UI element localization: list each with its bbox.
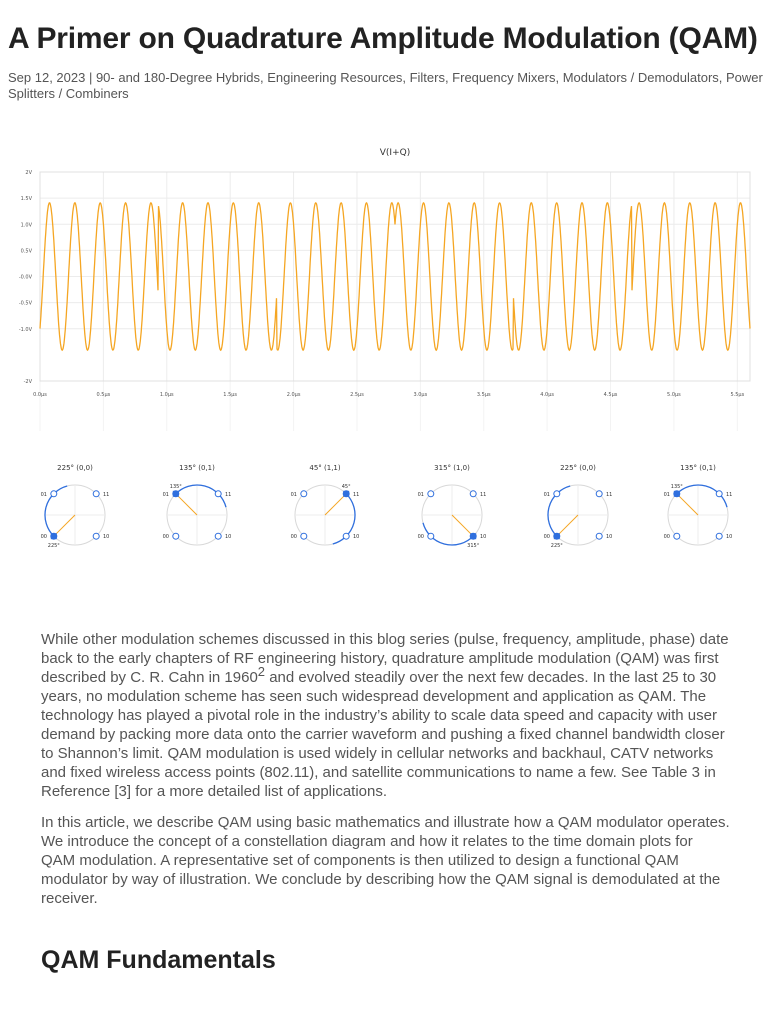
constellation-point-label: 10 bbox=[353, 534, 360, 541]
constellation-point-label: 01 bbox=[417, 491, 424, 498]
paragraph-intro bbox=[41, 630, 731, 801]
post-meta bbox=[8, 70, 763, 102]
time-domain-chart bbox=[0, 135, 768, 445]
current-phase-label: 45° bbox=[341, 483, 351, 490]
constellation-title: 45° (1,1) bbox=[309, 464, 341, 472]
phase-vector bbox=[325, 494, 346, 515]
current-phase-label: 315° bbox=[467, 543, 480, 550]
constellation-point-label: 10 bbox=[480, 534, 487, 541]
constellation-point-label: 00 bbox=[417, 534, 424, 541]
constellation-diagram bbox=[163, 464, 232, 545]
constellation-point bbox=[428, 533, 434, 539]
current-symbol-marker bbox=[51, 533, 57, 539]
constellation-point-label: 00 bbox=[40, 534, 47, 541]
constellation-point bbox=[301, 533, 307, 539]
constellation-point-label: 01 bbox=[663, 491, 670, 498]
constellation-point bbox=[596, 533, 602, 539]
current-symbol-marker bbox=[343, 491, 349, 497]
constellation-title: 315° (1,0) bbox=[434, 464, 470, 472]
constellation-point bbox=[596, 491, 602, 497]
constellation-point bbox=[301, 491, 307, 497]
x-tick-label: 4.0µs bbox=[540, 392, 555, 398]
constellation-point bbox=[215, 491, 221, 497]
constellation-point bbox=[93, 533, 99, 539]
y-tick-label: 2V bbox=[25, 170, 32, 176]
current-symbol-marker bbox=[554, 533, 560, 539]
paragraph-intro-part1: While other modulation schemes discussed in this blog series (pulse, frequency, amplitude, phase) date back to the early chapters of RF engineering history, quadrature amplitude modulation (QAM) was first described by C. R. Cahn in 1960 bbox=[41, 631, 729, 686]
constellation-point bbox=[93, 491, 99, 497]
reference-2-superscript[interactable]: 2 bbox=[257, 664, 266, 679]
constellation-point bbox=[554, 491, 560, 497]
current-symbol-marker bbox=[674, 491, 680, 497]
constellation-point-label: 01 bbox=[40, 491, 47, 498]
x-tick-label: 3.0µs bbox=[413, 392, 428, 398]
constellation-point-label: 10 bbox=[606, 534, 613, 541]
y-tick-label: 0.5V bbox=[20, 248, 32, 255]
constellation-point-label: 00 bbox=[663, 534, 670, 541]
constellation-point bbox=[343, 533, 349, 539]
x-tick-label: 4.5µs bbox=[603, 392, 618, 398]
article-title: A Primer on Quadrature Amplitude Modulation (QAM) bbox=[8, 22, 758, 55]
constellation-point-label: 00 bbox=[543, 534, 550, 541]
paragraph-overview: In this article, we describe QAM using basic mathematics and illustrate how a QAM modulator operates. We introduce the concept of a constellation diagram and how it relates to the time domain plots for QAM modulation. A representative set of components is then utilized to design a functional QAM modulator by way of illustration. We conclude by describing how the QAM signal is demodulated at the receiver. bbox=[41, 814, 730, 907]
constellation-point-label: 01 bbox=[543, 491, 550, 498]
constellation-point bbox=[215, 533, 221, 539]
chart-title: V(I+Q) bbox=[379, 148, 411, 158]
constellation-point-label: 11 bbox=[353, 491, 360, 498]
constellation-diagram bbox=[291, 464, 360, 545]
constellation-point bbox=[428, 491, 434, 497]
constellation-point bbox=[470, 491, 476, 497]
current-phase-label: 225° bbox=[47, 543, 60, 550]
constellation-point-label: 00 bbox=[290, 534, 297, 541]
x-tick-label: 2.5µs bbox=[350, 392, 364, 398]
constellation-point-label: 01 bbox=[162, 491, 169, 498]
x-tick-label: 3.5µs bbox=[476, 392, 491, 398]
y-tick-label: -0.5V bbox=[18, 300, 32, 307]
constellation-point-label: 00 bbox=[162, 534, 169, 541]
y-tick-label: 1.5V bbox=[20, 196, 32, 203]
constellation-point-label: 11 bbox=[480, 491, 487, 498]
phase-vector bbox=[54, 515, 75, 536]
current-symbol-marker bbox=[173, 491, 179, 497]
phase-vector bbox=[677, 494, 698, 515]
constellation-title: 135° (0,1) bbox=[179, 464, 215, 472]
x-tick-label: 5.0µs bbox=[667, 392, 681, 398]
constellation-title: 225° (0,0) bbox=[57, 464, 93, 472]
constellation-diagram bbox=[418, 464, 487, 549]
constellation-point bbox=[173, 533, 179, 539]
constellation-point-label: 11 bbox=[225, 491, 232, 498]
article-body bbox=[41, 630, 731, 920]
phase-vector bbox=[452, 515, 473, 536]
constellation-diagram bbox=[664, 464, 733, 545]
current-phase-label: 135° bbox=[670, 483, 683, 490]
x-tick-label: 1.0µs bbox=[159, 392, 174, 398]
x-tick-label: 5.5µs bbox=[730, 392, 745, 398]
constellation-point-label: 10 bbox=[103, 534, 110, 541]
x-tick-label: 2.0µs bbox=[286, 392, 301, 398]
phase-vector bbox=[557, 515, 578, 536]
constellation-point-label: 11 bbox=[726, 491, 733, 498]
constellation-point-label: 10 bbox=[225, 534, 232, 541]
constellation-title: 135° (0,1) bbox=[680, 464, 716, 472]
x-tick-label: 0.5µs bbox=[96, 392, 111, 398]
constellation-point bbox=[51, 491, 57, 497]
constellation-point-label: 11 bbox=[103, 491, 110, 498]
constellation-point bbox=[716, 491, 722, 497]
paragraph-intro-part2: and evolved steadily over the next few decades. In the last 25 to 30 years, no modulation scheme has seen such widespread development and application as QAM. The technology has played a pivotal role in the industry’s ability to scale data speed and capacity with user demand by packing more data onto the carrier waveform and pushing a fixed channel bandwidth closer to Shannon’s limit. QAM modulation is used widely in cellular networks and backhaul, CATV networks and fixed wireless access points (802.11), and satellite communications to name a few. See Table 3 in Reference [3] for a more detailed list of applications. bbox=[41, 669, 725, 800]
post-meta-text: Sep 12, 2023 | 90- and 180-Degree Hybrids, Engineering Resources, Filters, Frequency Mixers, Modulators / Demodulators, Power Splitters / Combiners bbox=[8, 70, 763, 101]
y-tick-label: -1.0V bbox=[18, 326, 32, 333]
section-heading-qam-fundamentals: QAM Fundamentals bbox=[41, 946, 276, 974]
constellation-point bbox=[674, 533, 680, 539]
constellation-title: 225° (0,0) bbox=[560, 464, 596, 472]
constellation-point-label: 11 bbox=[606, 491, 613, 498]
constellation-point-label: 01 bbox=[290, 491, 297, 498]
phase-vector bbox=[176, 494, 197, 515]
constellation-diagrams bbox=[0, 455, 768, 560]
x-tick-label: 0.0µs bbox=[33, 392, 47, 398]
x-tick-label: 1.5µs bbox=[223, 392, 238, 398]
y-tick-label: -2V bbox=[23, 379, 32, 385]
constellation-diagram bbox=[544, 464, 613, 549]
current-phase-label: 135° bbox=[169, 483, 182, 490]
current-symbol-marker bbox=[470, 533, 476, 539]
y-tick-label: 1.0V bbox=[20, 222, 32, 229]
constellation-point-label: 10 bbox=[726, 534, 733, 541]
constellation-diagram bbox=[41, 464, 110, 549]
constellation-point bbox=[716, 533, 722, 539]
current-phase-label: 225° bbox=[550, 543, 563, 550]
y-tick-label: -0.0V bbox=[18, 274, 32, 281]
